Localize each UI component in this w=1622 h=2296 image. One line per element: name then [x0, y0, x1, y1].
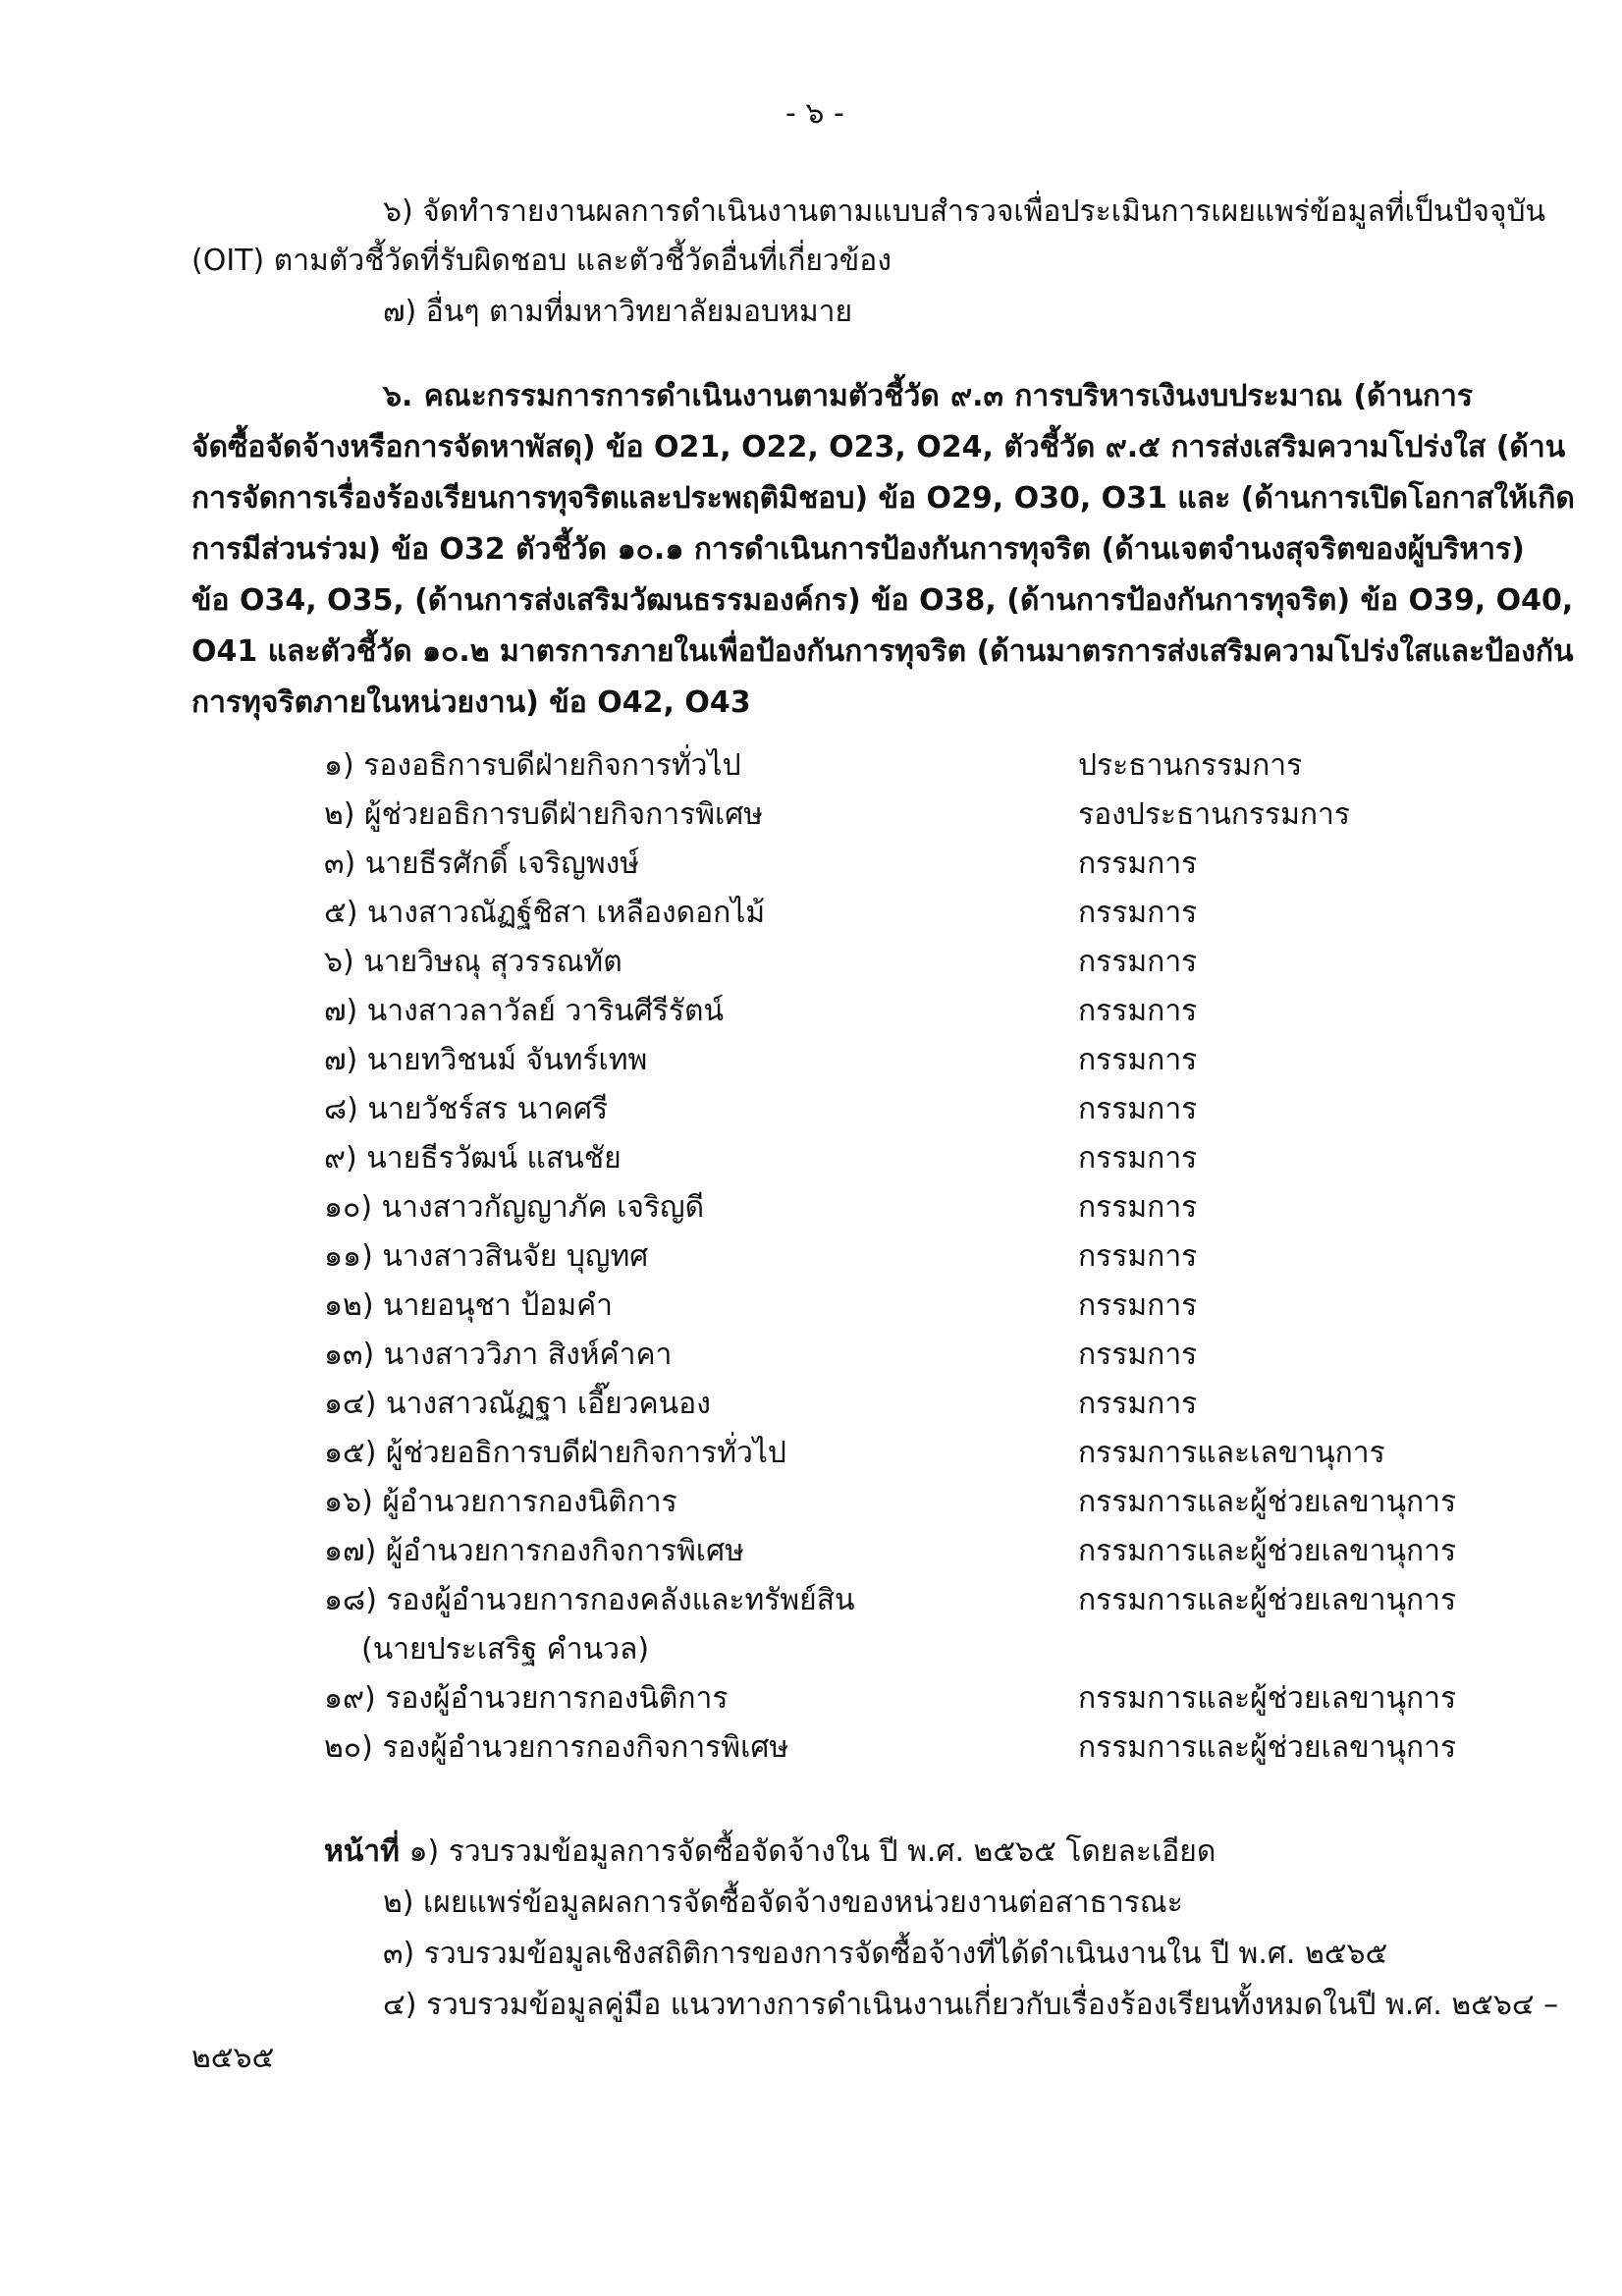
member-name: ๗) นางสาวลาวัลย์ วารินศีรีรัตน์ — [324, 994, 724, 1028]
section-6-line: จัดซื้อจัดจ้างหรือการจัดหาพัสดุ) ข้อ O21, O22, O23, O24, ตัวชี้วัด ๙.๕ การส่งเสริมความโปร่งใส (ด้าน — [191, 430, 1566, 465]
member-role: กรรมการและผู้ช่วยเลขานุการ — [1078, 1485, 1457, 1519]
member-role: กรรมการ — [1078, 994, 1198, 1028]
duties-item-1 — [324, 1832, 1216, 1872]
member-role: กรรมการ — [1078, 1043, 1198, 1077]
duties-item-3: ๓) รวบรวมข้อมูลเชิงสถิติการของการจัดซื้อจ้างที่ได้ดำเนินงานใน ปี พ.ศ. ๒๕๖๕ — [383, 1937, 1388, 1971]
member-name: (นายประเสริฐ คำนวล) — [361, 1632, 650, 1667]
member-role: กรรมการ — [1078, 945, 1198, 979]
committee-member-row — [0, 1581, 1622, 1630]
committee-member-row — [0, 1237, 1622, 1286]
member-role: กรรมการและเลขานุการ — [1078, 1436, 1385, 1470]
section-6-line: ข้อ O34, O35, (ด้านการส่งเสริมวัฒนธรรมองค์กร) ข้อ O38, (ด้านการป้องกันการทุจริต) ข้อ O39, O40, — [191, 583, 1574, 618]
member-name: ๑๕) ผู้ช่วยอธิการบดีฝ่ายกิจการทั่วไป — [324, 1436, 786, 1470]
committee-member-row — [0, 1728, 1622, 1777]
section-6-line: การมีส่วนร่วม) ข้อ O32 ตัวชี้วัด ๑๐.๑ การดำเนินการป้องกันการทุจริต (ด้านเจตจำนงสุจริตของผู้บริหาร) — [191, 532, 1525, 567]
committee-member-row — [0, 1090, 1622, 1139]
member-role: กรรมการ — [1078, 1092, 1198, 1126]
committee-member-row — [0, 795, 1622, 845]
section-6-line: การทุจริตภายในหน่วยงาน) ข้อ O42, O43 — [191, 685, 751, 720]
duties-item-4-line-1: ๔) รวบรวมข้อมูลคู่มือ แนวทางการดำเนินงานเกี่ยวกับเรื่องร้องเรียนทั้งหมดในปี พ.ศ. ๒๕๖๔ – — [383, 1988, 1559, 2022]
member-name: ๒) ผู้ช่วยอธิการบดีฝ่ายกิจการพิเศษ — [324, 797, 764, 832]
member-name: ๑๖) ผู้อำนวยการกองนิติการ — [324, 1485, 677, 1519]
committee-member-row — [0, 1532, 1622, 1581]
section-6-line: การจัดการเรื่องร้องเรียนการทุจริตและประพฤติมิชอบ) ข้อ O29, O30, O31 และ (ด้านการเปิดโอกาสให้เกิด — [191, 481, 1575, 516]
member-name: ๑๒) นายอนุชา ป้อมคำ — [324, 1288, 614, 1323]
committee-member-row — [0, 1434, 1622, 1483]
committee-member-row — [0, 1385, 1622, 1434]
member-role: กรรมการและผู้ช่วยเลขานุการ — [1078, 1534, 1457, 1568]
member-name: ๒๐) รองผู้อำนวยการกองกิจการพิเศษ — [324, 1730, 789, 1765]
member-role: กรรมการ — [1078, 1338, 1198, 1372]
member-name: ๑๑) นางสาวสินจัย บุญทศ — [324, 1239, 649, 1274]
page-number: - ๖ - — [785, 96, 844, 131]
member-role: รองประธานกรรมการ — [1078, 797, 1351, 832]
intro-item-6-line-2: (OIT) ตามตัวชี้วัดที่รับผิดชอบ และตัวชี้วัดอื่นที่เกี่ยวข้อง — [191, 244, 892, 278]
member-name: ๖) นายวิษณุ สุวรรณทัต — [324, 945, 622, 979]
intro-item-6-line-1: ๖) จัดทำรายงานผลการดำเนินงานตามแบบสำรวจเพื่อประเมินการเผยแพร่ข้อมูลที่เป็นปัจจุบัน — [383, 194, 1546, 229]
member-name: ๙) นายธีรวัฒน์ แสนชัย — [324, 1141, 622, 1175]
member-name: ๑๗) ผู้อำนวยการกองกิจการพิเศษ — [324, 1534, 744, 1568]
section-6-line: ๖. คณะกรรมการการดำเนินงานตามตัวชี้วัด ๙.๓ การบริหารเงินงบประมาณ (ด้านการ — [383, 379, 1473, 413]
member-name: ๘) นายวัชร์สร นาคศรี — [324, 1092, 609, 1126]
member-role: กรรมการ — [1078, 896, 1198, 930]
member-role: กรรมการ — [1078, 847, 1198, 881]
member-role: กรรมการและผู้ช่วยเลขานุการ — [1078, 1681, 1457, 1716]
committee-member-row — [0, 845, 1622, 894]
committee-member-row — [0, 1483, 1622, 1532]
committee-member-row — [0, 1679, 1622, 1728]
member-name: ๑๘) รองผู้อำนวยการกองคลังและทรัพย์สิน — [324, 1583, 855, 1617]
member-name: ๑๐) นางสาวกัญญาภัค เจริญดี — [324, 1190, 705, 1225]
member-name: ๕) นางสาวณัฏฐ์ชิสา เหลืองดอกไม้ — [324, 896, 766, 930]
member-role: กรรมการ — [1078, 1239, 1198, 1274]
member-name: ๑๓) นางสาววิภา สิงห์คำคา — [324, 1338, 673, 1372]
member-name: ๗) นายทวิชนม์ จันทร์เทพ — [324, 1043, 648, 1077]
member-role: กรรมการและผู้ช่วยเลขานุการ — [1078, 1730, 1457, 1765]
member-name: ๑๙) รองผู้อำนวยการกองนิติการ — [324, 1681, 729, 1716]
member-name: ๓) นายธีรศักดิ์ เจริญพงษ์ — [324, 847, 640, 881]
member-role: ประธานกรรมการ — [1078, 748, 1303, 783]
committee-member-row — [0, 943, 1622, 992]
committee-member-row — [0, 992, 1622, 1041]
section-6-line: O41 และตัวชี้วัด ๑๐.๒ มาตรการภายในเพื่อป้องกันการทุจริต (ด้านมาตรการส่งเสริมความโปร่งใสและป้องกัน — [191, 634, 1574, 669]
member-role: กรรมการ — [1078, 1190, 1198, 1225]
member-role: กรรมการ — [1078, 1387, 1198, 1421]
committee-member-row — [0, 1286, 1622, 1336]
member-role: กรรมการและผู้ช่วยเลขานุการ — [1078, 1583, 1457, 1617]
committee-member-row — [0, 1139, 1622, 1188]
duties-item-4-line-2: ๒๕๖๕ — [191, 2041, 275, 2075]
duties-label: หน้าที่ — [324, 1834, 400, 1869]
intro-item-7: ๗) อื่นๆ ตามที่มหาวิทยาลัยมอบหมาย — [383, 295, 853, 329]
committee-member-row — [0, 1630, 1622, 1679]
committee-member-row — [0, 1188, 1622, 1237]
member-role: กรรมการ — [1078, 1141, 1198, 1175]
committee-member-row — [0, 1041, 1622, 1090]
member-name: ๑๔) นางสาวณัฏฐา เอี๊ยวคนอง — [324, 1387, 711, 1421]
committee-member-row — [0, 1336, 1622, 1385]
committee-member-row — [0, 894, 1622, 943]
duties-item-2: ๒) เผยแพร่ข้อมูลผลการจัดซื้อจัดจ้างของหน่วยงานต่อสาธารณะ — [383, 1886, 1183, 1920]
member-name: ๑) รองอธิการบดีฝ่ายกิจการทั่วไป — [324, 748, 741, 783]
duties-item-1-text: ๑) รวบรวมข้อมูลการจัดซื้อจัดจ้างใน ปี พ.ศ. ๒๕๖๕ โดยละเอียด — [408, 1834, 1216, 1869]
member-role: กรรมการ — [1078, 1288, 1198, 1323]
committee-member-row — [0, 746, 1622, 795]
